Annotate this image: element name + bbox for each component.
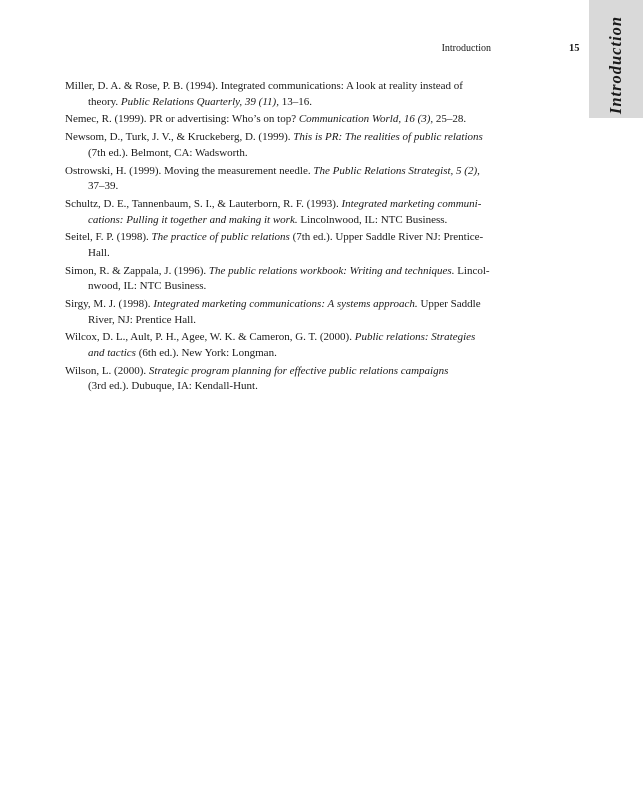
reference-title: cations: Pulling it together and making it work.	[88, 213, 298, 226]
reference-text: Newsom, D., Turk, J. V., & Kruckeberg, D. (1999).	[65, 131, 294, 144]
running-header-title: Introduction	[441, 43, 491, 54]
reference-text: Simon, R. & Zappala, J. (1996).	[65, 264, 209, 277]
reference-text: Sirgy, M. J. (1998).	[65, 298, 154, 311]
reference-text: Wilson, L. (2000).	[65, 364, 149, 377]
chapter-side-tab-label: Introduction	[606, 15, 625, 115]
reference-title: The practice of public relations	[151, 231, 290, 244]
reference-text: 25–28.	[433, 113, 467, 126]
reference-text: Hall.	[88, 246, 110, 259]
reference-text: (7th ed.). Belmont, CA: Wadsworth.	[88, 146, 248, 159]
reference-title: Communication World, 16 (3),	[298, 113, 434, 126]
chapter-side-tab	[589, 0, 643, 118]
running-header	[0, 41, 643, 57]
reference-entry	[65, 112, 495, 128]
reference-text: Nemec, R. (1999). PR or advertising: Who’s on top?	[65, 113, 299, 126]
page-number: 15	[569, 43, 580, 54]
reference-entry	[65, 197, 495, 228]
reference-title: The public relations workbook: Writing and techniques.	[208, 264, 455, 277]
reference-title: The Public Relations Strategist, 5 (2),	[313, 164, 480, 177]
reference-text: Seitel, F. P. (1998).	[65, 231, 152, 244]
reference-title: Integrated marketing communi-	[341, 197, 482, 210]
reference-list	[65, 79, 495, 397]
reference-text: (6th ed.). New York: Longman.	[135, 347, 277, 359]
reference-text: theory.	[88, 95, 121, 108]
reference-title: This is PR: The realities of public relations	[293, 131, 483, 144]
reference-text: Schultz, D. E., Tannenbaum, S. I., & Lauterborn, R. F. (1993).	[65, 197, 342, 210]
reference-text: Miller, D. A. & Rose, P. B. (1994). Integrated communications: A look at reality instead of	[65, 80, 463, 92]
reference-entry	[65, 297, 495, 328]
reference-title: Strategic program planning for effective public relations campaigns	[148, 364, 449, 377]
reference-text: (3rd ed.). Dubuque, IA: Kendall-Hunt.	[88, 380, 258, 393]
reference-text: (7th ed.). Upper Saddle River NJ: Prentice-	[289, 231, 484, 244]
reference-text: Wilcox, D. L., Ault, P. H., Agee, W. K. & Cameron, G. T. (2000).	[65, 331, 355, 344]
reference-title: Integrated marketing communications: A systems approach.	[153, 298, 418, 311]
reference-text: Lincol-	[454, 264, 490, 277]
reference-text: 37–39.	[88, 180, 119, 193]
reference-entry	[65, 364, 495, 395]
reference-title: and tactics	[88, 347, 136, 359]
reference-entry	[65, 230, 495, 261]
reference-text: Upper Saddle	[417, 298, 481, 311]
reference-entry	[65, 130, 495, 161]
reference-text: 13–16.	[278, 95, 312, 108]
reference-text: nwood, IL: NTC Business.	[88, 280, 207, 293]
reference-text: Lincolnwood, IL: NTC Business.	[297, 213, 448, 226]
reference-entry	[65, 79, 495, 110]
reference-text: Ostrowski, H. (1999). Moving the measurement needle.	[65, 164, 314, 177]
reference-entry	[65, 264, 495, 295]
reference-entry	[65, 330, 495, 361]
reference-title: Public relations: Strategies	[354, 331, 476, 344]
reference-entry	[65, 164, 495, 195]
reference-text: River, NJ: Prentice Hall.	[88, 313, 197, 326]
reference-title: Public Relations Quarterly, 39 (11),	[120, 95, 279, 108]
